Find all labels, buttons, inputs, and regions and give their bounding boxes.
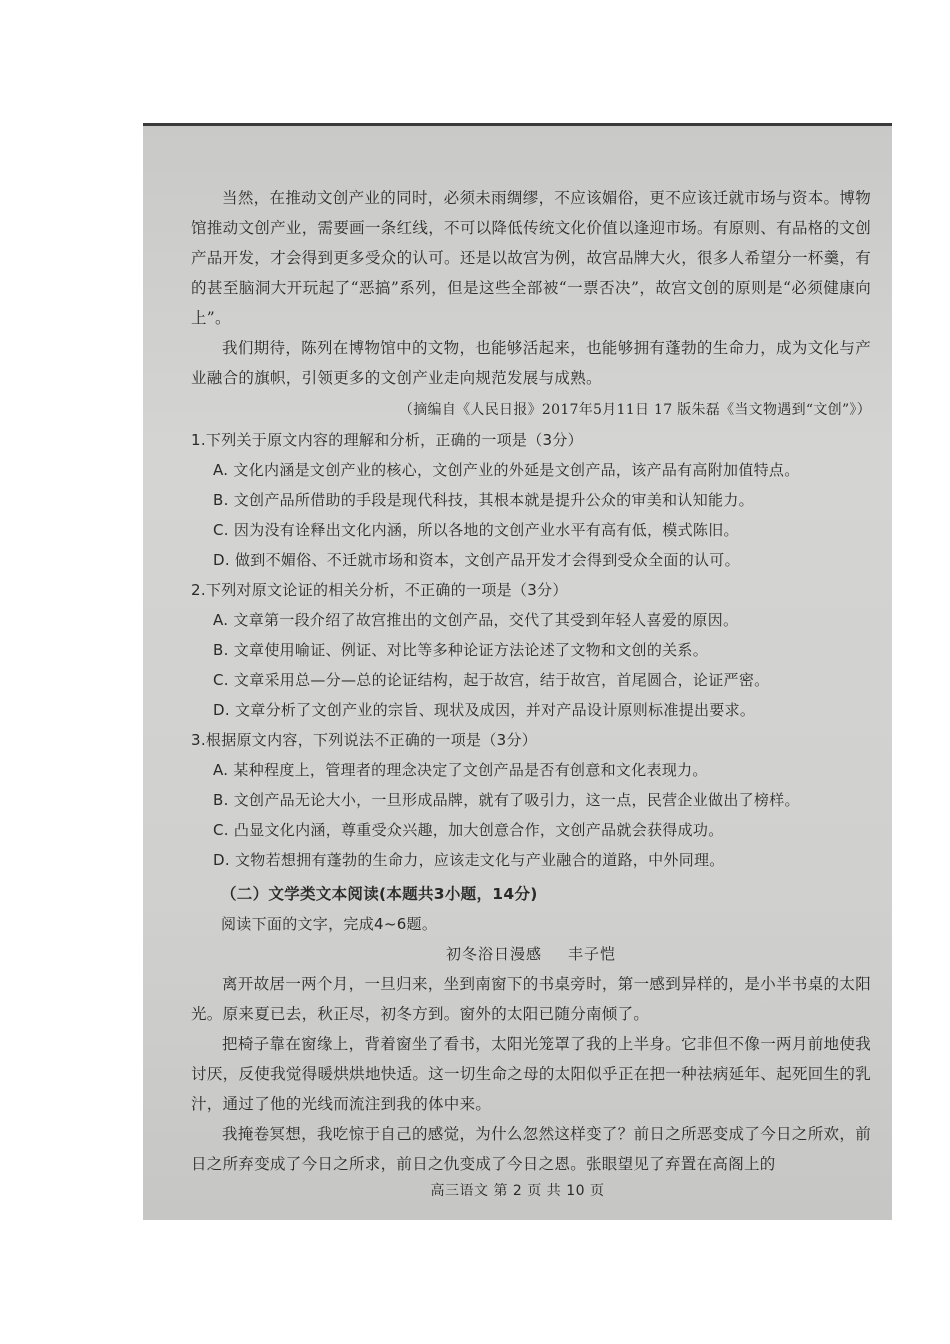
question-stem: 1.下列关于原文内容的理解和分析，正确的一项是（3分） [191,431,583,449]
option-b: B. 文章使用喻证、例证、对比等多种论证方法论述了文物和文创的关系。 [213,641,709,659]
question-3 [191,725,871,875]
page-footer: 高三语文 第 2 页 共 10 页 [430,1183,605,1199]
option-c: C. 因为没有诠释出文化内涵，所以各地的文创产业水平有高有低，模式陈旧。 [213,521,739,539]
option-c: C. 凸显文化内涵，尊重受众兴趣，加大创意合作，文创产品就会获得成功。 [213,821,724,839]
section-heading: （二）文学类文本阅读(本题共3小题，14分) [221,885,538,903]
option-d: D. 文物若想拥有蓬勃的生命力，应该走文化与产业融合的道路，中外同理。 [213,851,725,869]
question-stem: 3.根据原文内容，下列说法不正确的一项是（3分） [191,731,538,749]
essay-paragraph: 我掩卷冥想，我吃惊于自己的感觉，为什么忽然这样变了？前日之所恶变成了今日之所欢，前日之所弃变成了今日之所求，前日之仇变成了今日之恩。张眼望见了弃置在高阁上的 [191,1125,871,1173]
question-2 [191,575,871,725]
question-stem: 2.下列对原文论证的相关分析，不正确的一项是（3分） [191,581,568,599]
passage-paragraph: 当然，在推动文创产业的同时，必须未雨绸缪，不应该媚俗，更不应该迁就市场与资本。博物馆推动文创产业，需要画一条红线，不可以降低传统文化价值以逢迎市场。有原则、有品格的文创产品开发，才会得到更多受众的认可。还是以故宫为例，故宫品牌大火，很多人希望分一杯羹，有的甚至脑洞大开玩起了“恶搞”系列，但是这些全部被“一票否决”，故宫文创的原则是“必须健康向上”。 [191,189,871,327]
essay-title: 初冬浴日漫感 [445,945,542,963]
section-instruction: 阅读下面的文字，完成4~6题。 [221,915,438,933]
essay-title-line [191,939,871,969]
option-a: A. 某种程度上，管理者的理念决定了文创产品是否有创意和文化表现力。 [213,761,708,779]
essay-paragraph: 把椅子靠在窗缘上，背着窗坐了看书，太阳光笼罩了我的上半身。它非但不像一两月前地使我讨厌，反使我觉得暖烘烘地快适。这一切生命之母的太阳似乎正在把一种祛病延年、起死回生的乳汁，通过了他的光线而流注到我的体中来。 [191,1035,871,1113]
option-b: B. 文创产品所借助的手段是现代科技，其根本就是提升公众的审美和认知能力。 [213,491,754,509]
scanned-page [143,123,892,1220]
essay-author: 丰子恺 [568,945,617,963]
question-1 [191,425,871,575]
page-edge [143,123,892,126]
option-a: A. 文章第一段介绍了故宫推出的文创产品，交代了其受到年轻人喜爱的原因。 [213,611,739,629]
passage-source: （摘编自《人民日报》2017年5月11日 17 版朱磊《当文物遇到“文创”》） [398,402,871,418]
page-content [191,183,871,1179]
essay-paragraph: 离开故居一两个月，一旦归来，坐到南窗下的书桌旁时，第一感到异样的，是小半书桌的太阳光。原来夏已去，秋正尽，初冬方到。窗外的太阳已随分南倾了。 [191,975,871,1023]
option-d: D. 文章分析了文创产业的宗旨、现状及成因，并对产品设计原则标准提出要求。 [213,701,756,719]
option-c: C. 文章采用总—分—总的论证结构，起于故宫，结于故宫，首尾圆合，论证严密。 [213,671,770,689]
passage-paragraph: 我们期待，陈列在博物馆中的文物，也能够活起来，也能够拥有蓬勃的生命力，成为文化与产业融合的旗帜，引领更多的文创产业走向规范发展与成熟。 [191,339,871,387]
option-a: A. 文化内涵是文创产业的核心，文创产业的外延是文创产品，该产品有高附加值特点。 [213,461,800,479]
option-b: B. 文创产品无论大小，一旦形成品牌，就有了吸引力，这一点，民营企业做出了榜样。 [213,791,800,809]
option-d: D. 做到不媚俗、不迁就市场和资本，文创产品开发才会得到受众全面的认可。 [213,551,740,569]
